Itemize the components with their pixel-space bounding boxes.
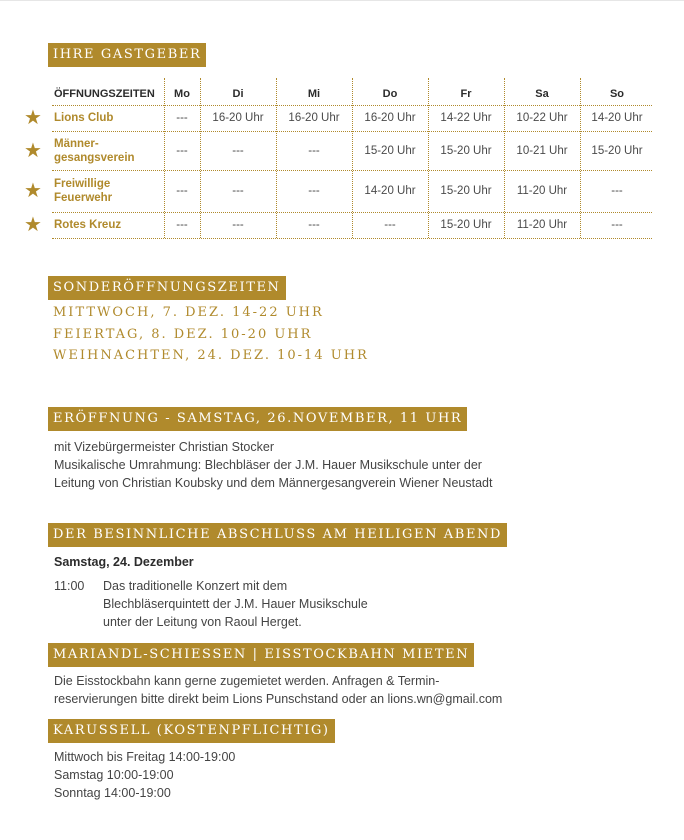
hours-cell: ---	[308, 144, 320, 157]
hours-cell: ---	[176, 185, 188, 197]
hours-cell: 15-20 Uhr	[440, 185, 492, 197]
ice-text: Die Eisstockbahn kann gerne zugemietet werden. Anfragen & Termin-	[54, 674, 440, 688]
ice-banner: MARIANDL-SCHIESSEN | EISSTOCKBAHN MIETEN	[48, 643, 474, 667]
hours-cell: ---	[232, 144, 244, 157]
host-name: Rotes Kreuz	[54, 219, 122, 231]
special-hours-banner: SONDERÖFFNUNGSZEITEN	[48, 276, 286, 300]
hours-cell: ---	[176, 219, 188, 231]
header-day: Mo	[174, 88, 190, 100]
hours-cell: 10-22 Uhr	[516, 112, 568, 124]
closing-text: unter der Leitung von Raoul Herget.	[103, 615, 302, 629]
hours-cell: ---	[611, 185, 623, 197]
column-divider	[276, 78, 277, 238]
star-icon: ★	[24, 139, 42, 162]
hours-cell: 16-20 Uhr	[288, 112, 340, 124]
host-name-line: Freiwillige	[54, 178, 111, 190]
hours-cell: 16-20 Uhr	[212, 112, 264, 124]
star-icon: ★	[24, 107, 42, 129]
hours-cell: ---	[176, 144, 188, 157]
carousel-text: Mittwoch bis Freitag 14:00-19:00	[54, 750, 236, 764]
header-day: So	[609, 88, 625, 100]
header-day: Sa	[535, 88, 549, 100]
host-name-line: Feuerwehr	[54, 192, 113, 204]
hours-cell: 16-20 Uhr	[364, 112, 416, 124]
hours-cell: 15-20 Uhr	[440, 219, 492, 231]
closing-text: Blechbläserquintett der J.M. Hauer Musikschule	[103, 597, 368, 611]
hours-cell: ---	[611, 219, 623, 231]
hours-cell: 15-20 Uhr	[440, 144, 492, 157]
hours-cell: ---	[308, 185, 320, 197]
hours-cell: ---	[384, 219, 396, 231]
header-day: Di	[232, 88, 244, 100]
row-divider	[52, 238, 652, 239]
star-icon: ★	[24, 214, 42, 236]
carousel-text: Samstag 10:00-19:00	[54, 768, 174, 782]
hours-cell: 15-20 Uhr	[364, 144, 416, 157]
carousel-text: Sonntag 14:00-19:00	[54, 786, 171, 800]
closing-banner: DER BESINNLICHE ABSCHLUSS AM HEILIGEN ABEND	[48, 523, 507, 547]
column-divider	[580, 78, 581, 238]
opening-text: Musikalische Umrahmung: Blechbläser der J.M. Hauer Musikschule unter der	[54, 458, 482, 472]
host-name	[54, 177, 164, 205]
closing-text: Das traditionelle Konzert mit dem	[103, 579, 288, 593]
hosts-banner: IHRE GASTGEBER	[48, 43, 206, 67]
hours-cell: ---	[308, 219, 320, 231]
top-divider	[0, 0, 684, 1]
hours-cell: ---	[176, 112, 188, 124]
hours-cell: ---	[232, 219, 244, 231]
column-divider	[200, 78, 201, 238]
opening-text: mit Vizebürgermeister Christian Stocker	[54, 440, 274, 454]
column-divider	[164, 78, 165, 238]
host-name	[54, 137, 164, 165]
host-name-line: gesangsverein	[54, 151, 135, 164]
hours-cell: 11-20 Uhr	[516, 219, 568, 231]
hours-cell: ---	[232, 185, 244, 197]
host-name: Lions Club	[54, 112, 114, 124]
closing-date: Samstag, 24. Dezember	[54, 555, 194, 569]
hours-cell: 14-20 Uhr	[591, 112, 643, 124]
column-divider	[352, 78, 353, 238]
header-day: Do	[382, 88, 398, 100]
ice-text: reservierungen bitte direkt beim Lions Punschstand oder an lions.wn@gmail.com	[54, 692, 503, 706]
closing-time: 11:00	[54, 579, 85, 593]
special-hours-line: WEIHNACHTEN, 24. DEZ. 10-14 UHR	[53, 348, 369, 363]
host-name-line: Männer-	[54, 137, 99, 150]
opening-banner: ERÖFFNUNG - SAMSTAG, 26.NOVEMBER, 11 UHR	[48, 407, 467, 431]
hours-cell: 14-22 Uhr	[440, 112, 492, 124]
header-day: Mi	[307, 88, 321, 100]
opening-text: Leitung von Christian Koubsky und dem Männergesangverein Wiener Neustadt	[54, 476, 493, 490]
header-opening-hours: ÖFFNUNGSZEITEN	[54, 88, 155, 100]
carousel-banner: KARUSSELL (KOSTENPFLICHTIG)	[48, 719, 335, 743]
column-divider	[428, 78, 429, 238]
star-icon: ★	[24, 180, 42, 202]
hours-cell: 15-20 Uhr	[591, 144, 643, 157]
header-day: Fr	[460, 88, 472, 100]
hours-cell: 14-20 Uhr	[364, 185, 416, 197]
opening-hours-table	[24, 78, 654, 248]
hours-cell: 10-21 Uhr	[516, 144, 568, 157]
hours-cell: 11-20 Uhr	[516, 185, 568, 197]
column-divider	[504, 78, 505, 238]
special-hours-line: MITTWOCH, 7. DEZ. 14-22 UHR	[53, 305, 324, 320]
special-hours-line: FEIERTAG, 8. DEZ. 10-20 UHR	[53, 327, 313, 342]
